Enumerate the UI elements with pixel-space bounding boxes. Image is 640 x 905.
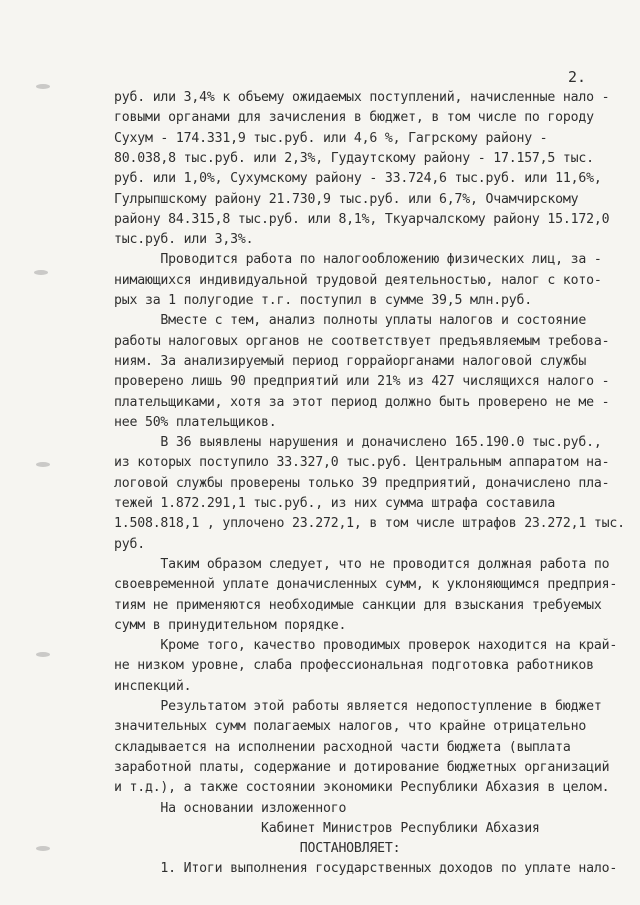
text-line: руб.: [114, 536, 145, 552]
text-line: из которых поступило 33.327,0 тыс.руб. Центральным аппаратом на-: [114, 455, 610, 471]
page-number: 2.: [568, 68, 587, 86]
text-line: плательщиками, хотя за этот период должно быть проверено не ме -: [114, 394, 610, 410]
text-line: не низком уровне, слаба профессиональная подготовка работников: [114, 658, 594, 674]
text-line: Таким образом следует, что не проводится должная работа по: [114, 556, 610, 572]
text-line: значительных сумм полагаемых налогов, что крайне отрицательно: [114, 719, 587, 735]
text-line: 80.038,8 тыс.руб. или 2,3%, Гудаутскому району - 17.157,5 тыс.: [114, 150, 594, 166]
text-line: работы налоговых органов не соответствует предъявляемым требова-: [114, 333, 610, 349]
text-line: инспекций.: [114, 678, 192, 694]
text-line: нимающихся индивидуальной трудовой деятельностью, налог с кото-: [114, 272, 602, 288]
binder-hole-mark: [36, 652, 50, 657]
text-line: Гулрыпшскому району 21.730,9 тыс.руб. или 6,7%, Очамчирскому: [114, 191, 579, 207]
text-line: ПОСТАНОВЛЯЕТ:: [114, 841, 401, 857]
text-line: рых за 1 полугодие т.г. поступил в сумме 39,5 млн.руб.: [114, 293, 532, 308]
text-line: Вместе с тем, анализ полноты уплаты налогов и состояние: [114, 313, 587, 329]
text-line: Кабинет Министров Республики Абхазия: [114, 820, 540, 836]
text-line: тиям не применяются необходимые санкции для взыскания требуемых: [114, 597, 602, 613]
text-line: району 84.315,8 тыс.руб. или 8,1%, Ткуарчалскому району 15.172,0: [114, 211, 610, 227]
binder-hole-mark: [34, 270, 48, 275]
text-line: 1.508.818,1 , уплочено 23.272,1, в том числе штрафов 23.272,1 тыс.: [114, 516, 625, 532]
text-line: сумм в принудительном порядке.: [114, 617, 347, 633]
binder-hole-mark: [36, 462, 50, 467]
text-line: Результатом этой работы является недопоступление в бюджет: [114, 699, 602, 714]
text-line: Сухум - 174.331,9 тыс.руб. или 4,6 %, Гагрскому району -: [114, 130, 548, 146]
text-line: В 36 выявлены нарушения и доначислено 165.190.0 тыс.руб.,: [114, 435, 602, 451]
text-line: ниям. За анализируемый период горрайорганами налоговой службы: [114, 353, 587, 369]
text-line: тыс.руб. или 3,3%.: [114, 232, 254, 248]
binder-hole-mark: [36, 84, 50, 89]
text-line: руб. или 1,0%, Сухумскому району - 33.724,6 тыс.руб. или 11,6%,: [114, 171, 602, 187]
text-line: и т.д.), а также состоянии экономики Республики Абхазия в целом.: [114, 780, 610, 796]
text-line: руб. или 3,4% к объему ожидаемых поступлений, начисленные нало -: [114, 90, 610, 105]
text-line: На основании изложенного: [114, 800, 347, 816]
text-line: Кроме того, качество проводимых проверок находится на край-: [114, 638, 618, 654]
text-line: 1. Итоги выполнения государственных доходов по уплате нало-: [114, 861, 618, 877]
text-line: тежей 1.872.291,1 тыс.руб., из них сумма штрафа составила: [114, 496, 556, 511]
text-line: говыми органами для зачисления в бюджет, в том числе по городу: [114, 110, 594, 126]
text-line: своевременной уплате доначисленных сумм, к уклоняющимся предприя-: [114, 577, 618, 593]
text-line: Проводится работа по налогообложению физических лиц, за -: [114, 252, 602, 268]
binder-hole-mark: [36, 846, 50, 851]
text-line: заработной платы, содержание и дотирование бюджетных организаций: [114, 759, 610, 775]
text-line: логовой службы проверены только 39 предприятий, доначислено пла-: [114, 475, 610, 491]
text-line: складывается на исполнении расходной части бюджета (выплата: [114, 739, 571, 755]
text-line: нее 50% плательщиков.: [114, 414, 277, 430]
text-line: проверено лишь 90 предприятий или 21% из 427 числящихся налого -: [114, 374, 610, 390]
